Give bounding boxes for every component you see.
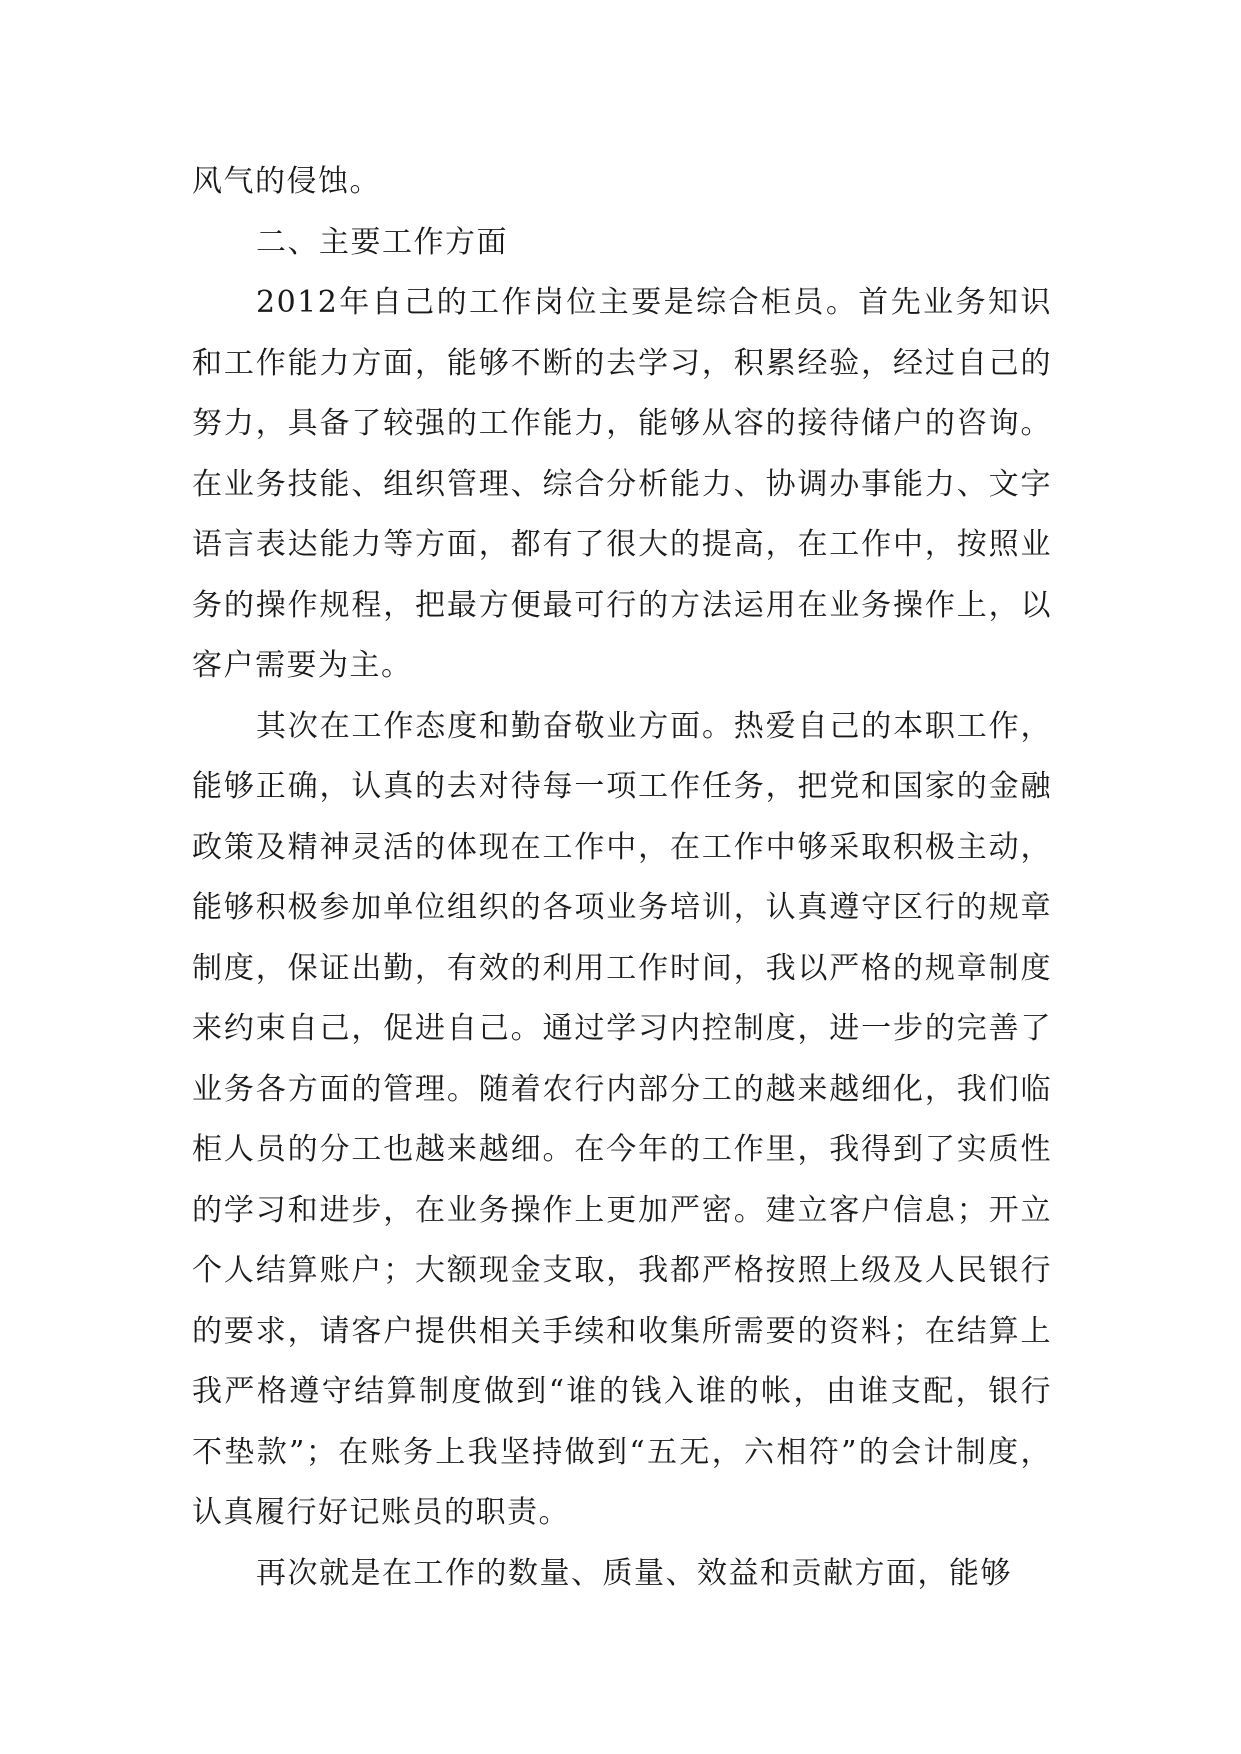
paragraph-work-attitude: 其次在工作态度和勤奋敬业方面。热爱自己的本职工作，能够正确，认真的去对待每一项工作任务，把党和国家的金融政策及精神灵活的体现在工作中，在工作中够采取积极主动，能够积极参加单位组织的各项业务培训，认真遵守区行的规章制度，保证出勤，有效的利用工作时间，我以严格的规章制度来约束自己，促进自己。通过学习内控制度，进一步的完善了业务各方面的管理。随着农行内部分工的越来越细化，我们临柜人员的分工也越来越细。在今年的工作里，我得到了实质性的学习和进步，在业务操作上更加严密。建立客户信息；开立个人结算账户；大额现金支取，我都严格按照上级及人民银行的要求，请客户提供相关手续和收集所需要的资料；在结算上我严格遵守结算制度做到“谁的钱入谁的帐，由谁支配，银行不垫款”；在账务上我坚持做到“五无，六相符”的会计制度，认真履行好记账员的职责。 — [192, 708, 1052, 1530]
section-heading: 二、主要工作方面 — [256, 224, 508, 260]
paragraph-job-position: 2012年自己的工作岗位主要是综合柜员。首先业务知识和工作能力方面，能够不断的去学习，积累经验，经过自己的努力，具备了较强的工作能力，能够从容的接待储户的咨询。在业务技能、组织管理、综合分析能力、协调办事能力、文字语言表达能力等方面，都有了很大的提高，在工作中，按照业务的操作规程，把最方便最可行的方法运用在业务操作上，以客户需要为主。 — [192, 285, 1052, 683]
document-body — [192, 152, 1052, 1604]
paragraph-work-quantity: 再次就是在工作的数量、质量、效益和贡献方面，能够 — [256, 1555, 1012, 1591]
paragraph-continuation: 风气的侵蚀。 — [192, 164, 381, 199]
